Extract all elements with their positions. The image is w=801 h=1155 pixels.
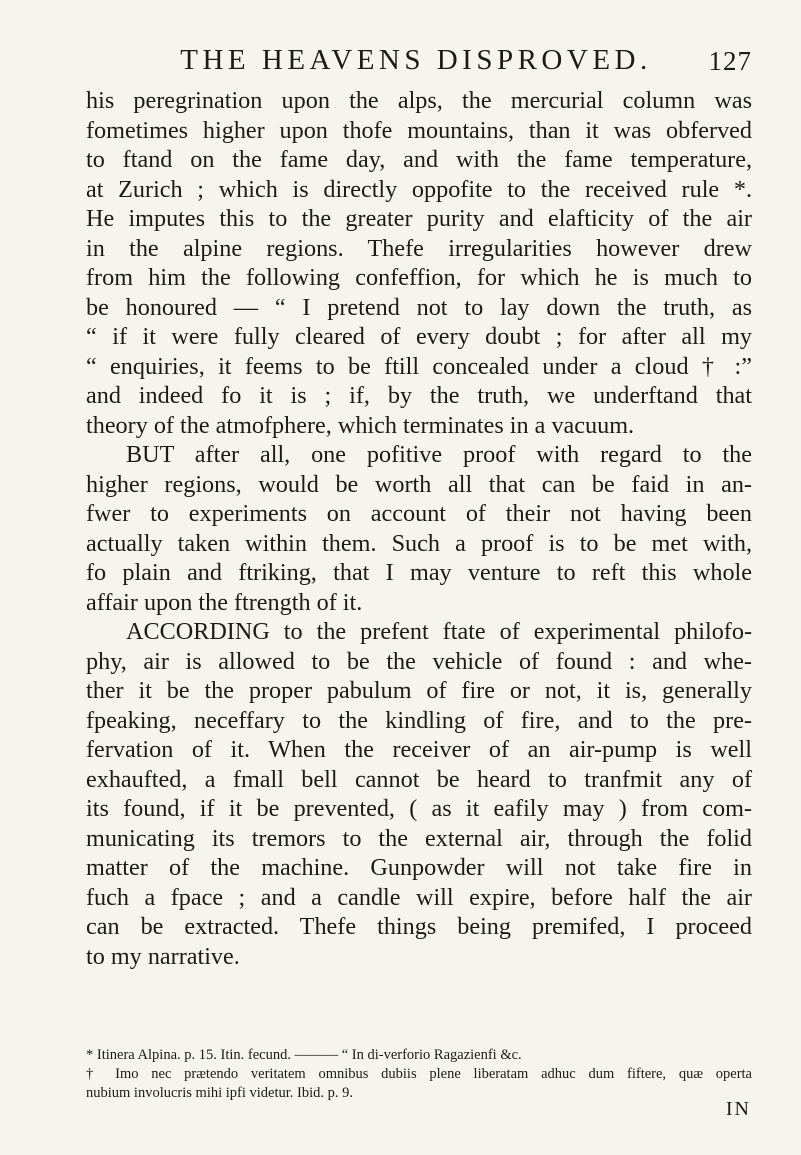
text-line: He imputes this to the greater purity and elafticity of the air (86, 205, 752, 232)
footnote-line: † Imo nec prætendo veritatem omnibus dubiis plene liberatam adhuc dum fiftere, quæ operta (86, 1066, 752, 1082)
text-line: fervation of it. When the receiver of an air-pump is well (86, 736, 752, 763)
text-line: municating its tremors to the external air, through the folid (86, 824, 752, 852)
text-line: ther it be the proper pabulum of fire or not, it is, generally (86, 677, 752, 704)
text-line: fuch a fpace ; and a candle will expire, before half the air (86, 883, 752, 911)
text-line: theory of the atmofphere, which terminates in a vacuum. (86, 411, 635, 439)
text-line: phy, air is allowed to be the vehicle of found : and whe- (86, 647, 752, 675)
footnote-line: * Itinera Alpina. p. 15. Itin. fecund. ——— “ In di-verforio Ragazienfi &c. (86, 1047, 522, 1063)
text-line: to my narrative. (86, 942, 240, 970)
text-line: in the alpine regions. Thefe irregularities however drew (86, 234, 752, 262)
page-header (86, 44, 752, 84)
footnote-line: nubium involucris mihi ipfi videtur. Ibid. p. 9. (86, 1085, 354, 1101)
text-line: “ enquiries, it feems to be ftill concealed under a cloud † :” (86, 352, 752, 380)
text-line: fpeaking, neceffary to the kindling of fire, and to the pre- (86, 706, 752, 734)
page-number: 127 (708, 46, 752, 76)
text-line: can be extracted. Thefe things being premifed, I proceed (86, 913, 752, 940)
text-line: “ if it were fully cleared of every doubt ; for after all my (86, 323, 752, 350)
text-line: BUT after all, one pofitive proof with regard to the (126, 441, 752, 468)
text-line: its found, if it be prevented, ( as it eafily may ) from com- (86, 795, 752, 822)
text-line: his peregrination upon the alps, the mercurial column was (86, 87, 752, 114)
text-line: actually taken within them. Such a proof is to be met with, (86, 529, 752, 557)
text-line: matter of the machine. Gunpowder will not take fire in (86, 854, 752, 881)
footnotes (86, 1046, 752, 1103)
text-line: higher regions, would be worth all that can be faid in an- (86, 470, 752, 498)
text-line: fometimes higher upon thofe mountains, than it was obferved (86, 116, 752, 144)
text-line: affair upon the ftrength of it. (86, 588, 363, 616)
catchword: IN (725, 1098, 751, 1120)
text-line: be honoured — “ I pretend not to lay down the truth, as (86, 293, 752, 321)
text-line: ACCORDING to the prefent ftate of experimental philofo- (126, 618, 752, 645)
text-line: exhaufted, a fmall bell cannot be heard to tranfmit any of (86, 765, 752, 793)
body-text (86, 86, 752, 971)
text-line: at Zurich ; which is directly oppofite to the received rule *. (86, 175, 752, 203)
text-line: fwer to experiments on account of their not having been (86, 500, 752, 527)
text-line: fo plain and ftriking, that I may venture to reft this whole (86, 559, 752, 586)
text-line: from him the following confeffion, for which he is much to (86, 264, 752, 291)
running-head: THE HEAVENS DISPROVED. (180, 44, 652, 76)
text-line: and indeed fo it is ; if, by the truth, we underftand that (86, 382, 752, 409)
text-line: to ftand on the fame day, and with the fame temperature, (86, 146, 752, 173)
